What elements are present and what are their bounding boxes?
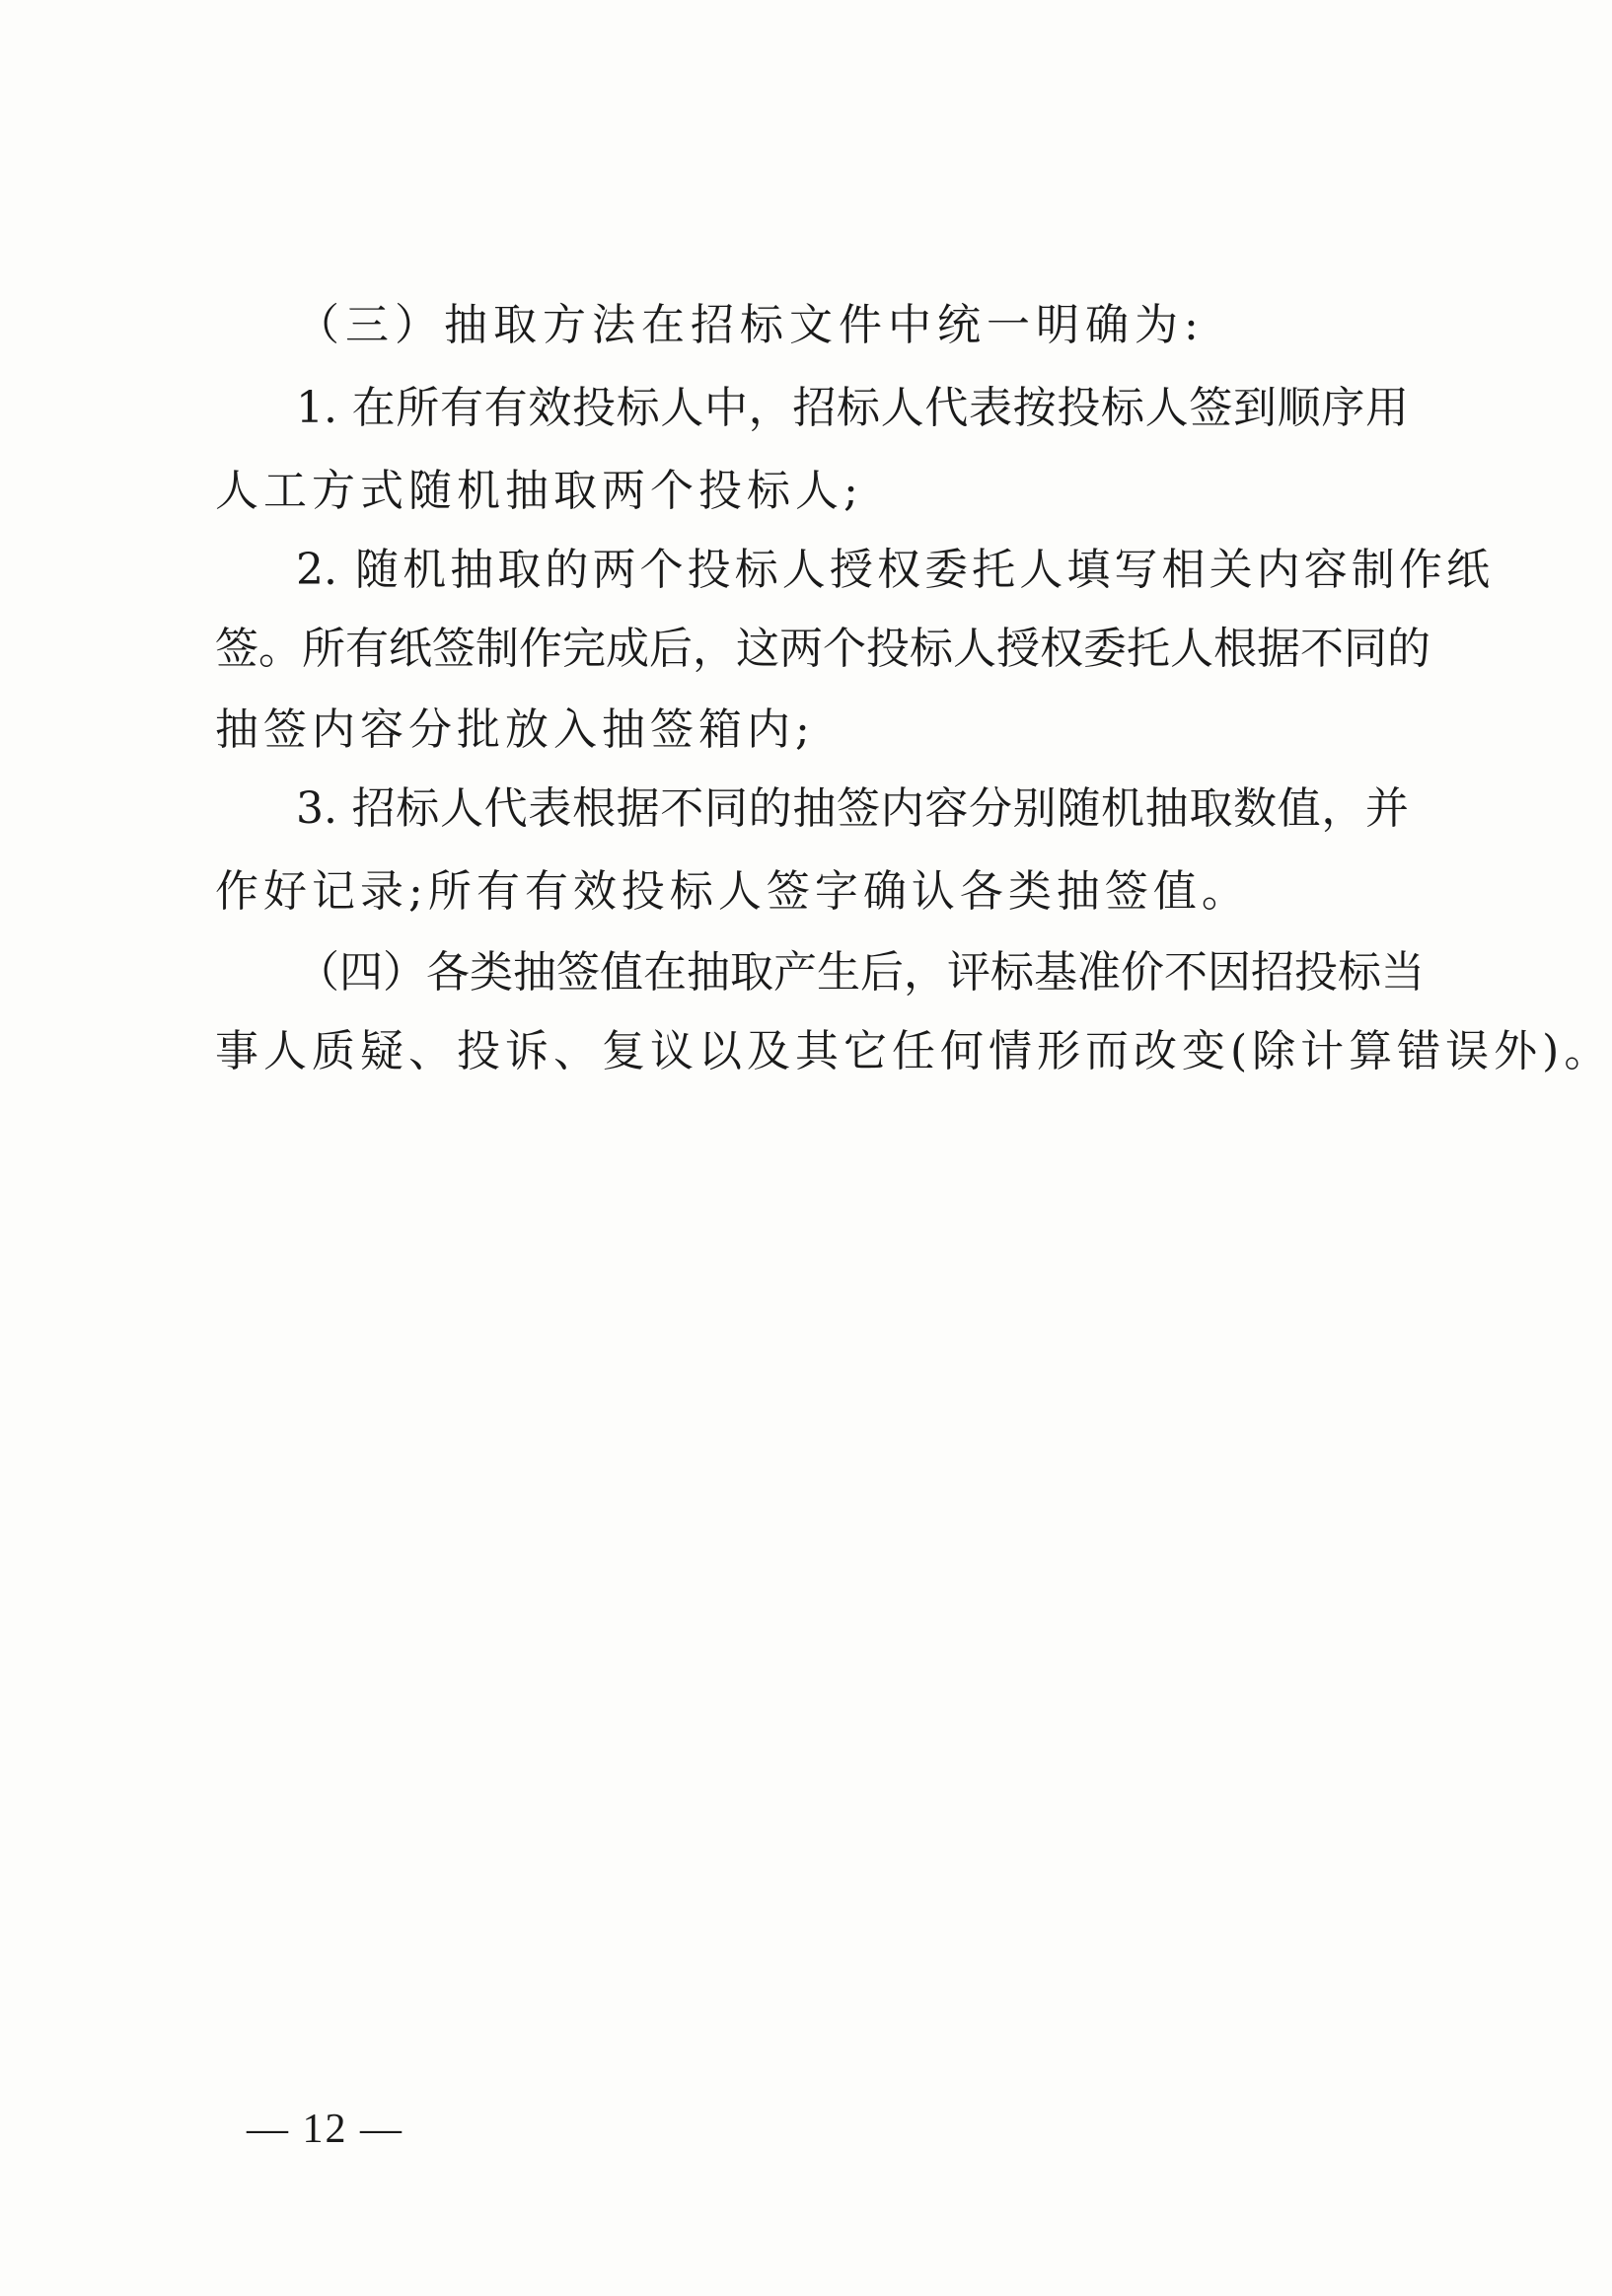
page-number: — 12 — <box>247 2107 403 2152</box>
item-2-line-1: 2. 随机抽取的两个投标人授权委托人填写相关内容制作纸 <box>296 545 1490 595</box>
item-2-line-2: 签。所有纸签制作完成后，这两个投标人授权委托人根据不同的 <box>215 624 1430 674</box>
item-3-line-2: 作好记录;所有有效投标人签字确认各类抽签值。 <box>215 866 1250 917</box>
item-1-line-2: 人工方式随机抽取两个投标人; <box>215 466 863 516</box>
section-three-heading: （三）抽取方法在招标文件中统一明确为: <box>296 300 1205 350</box>
section-four-line-1: （四）各类抽签值在抽取产生后，评标基准价不因招投标当 <box>296 947 1425 998</box>
item-1-line-1: 1. 在所有有效投标人中，招标人代表按投标人签到顺序用 <box>296 383 1409 433</box>
section-four-line-2: 事人质疑、投诉、复议以及其它任何情形而改变(除计算错误外)。 <box>215 1026 1612 1076</box>
item-3-line-1: 3. 招标人代表根据不同的抽签内容分别随机抽取数值，并 <box>296 783 1409 834</box>
item-2-line-3: 抽签内容分批放入抽签箱内; <box>215 704 815 755</box>
